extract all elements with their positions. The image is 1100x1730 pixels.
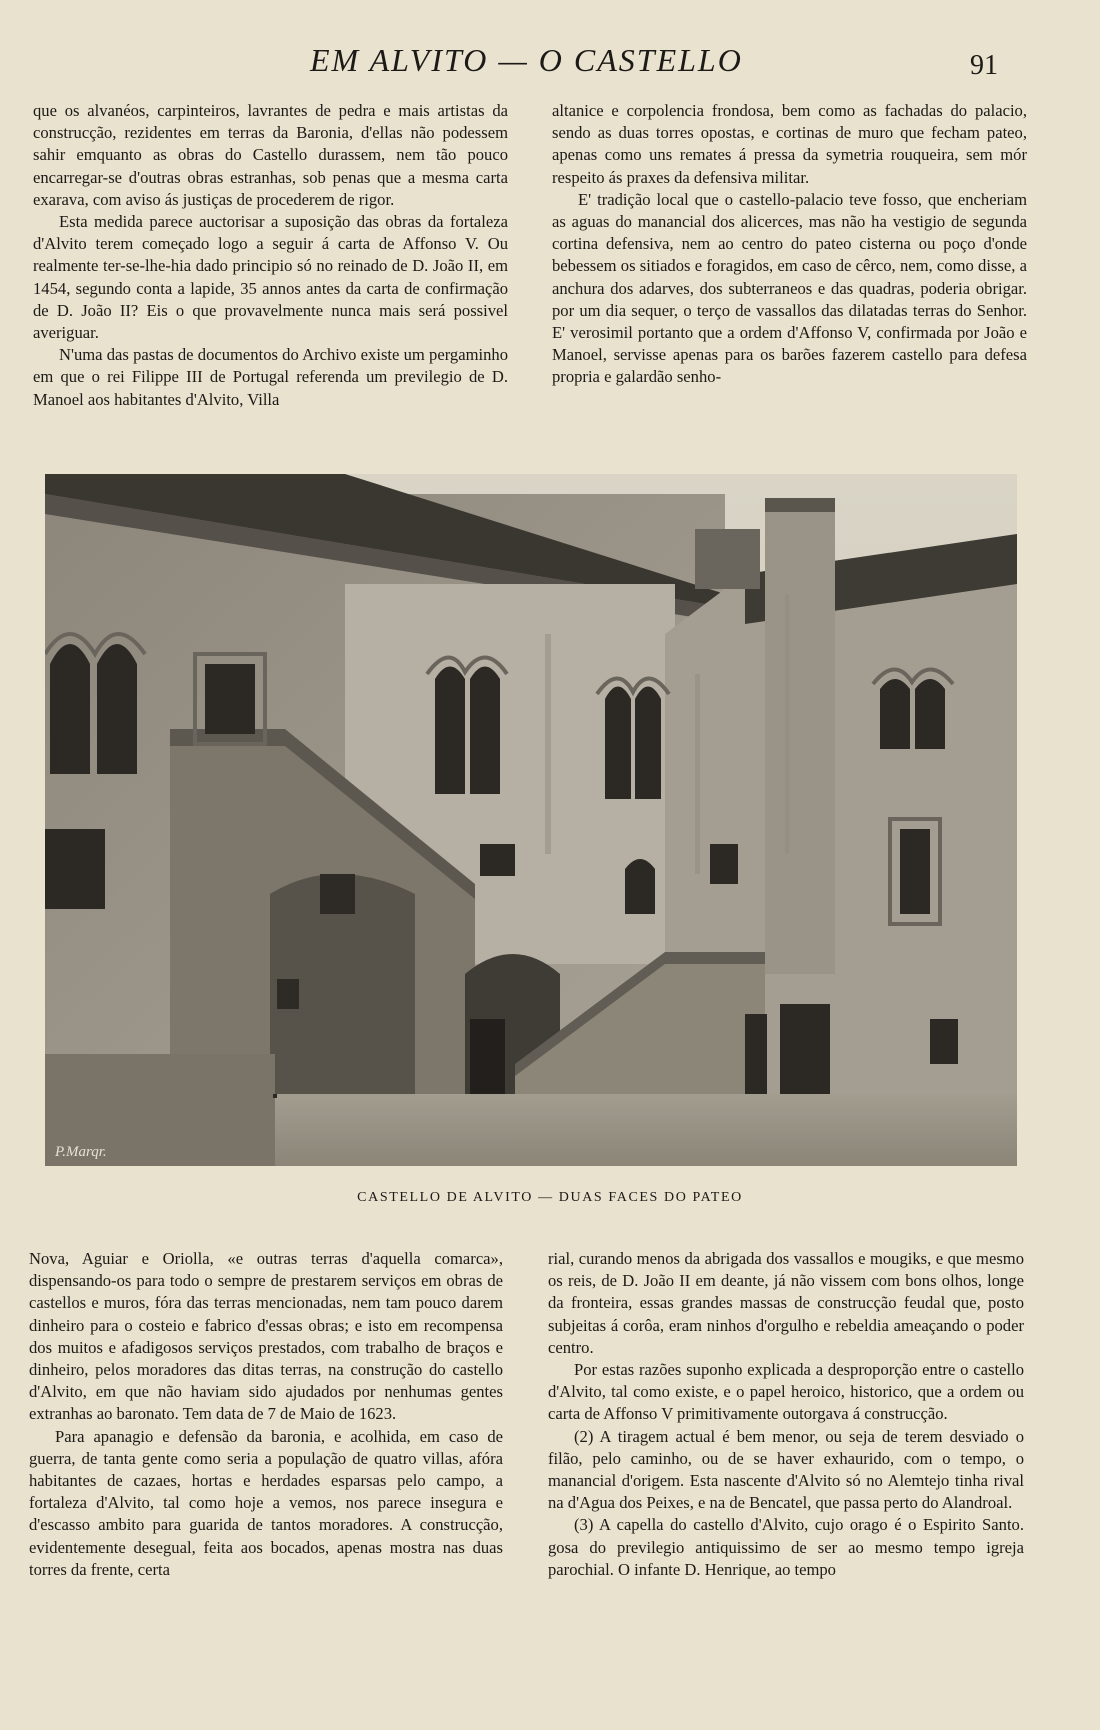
figure-caption: CASTELLO DE ALVITO — DUAS FACES DO PATEO (357, 1190, 743, 1205)
paragraph: Esta medida parece auctorisar a suposição das obras da fortaleza d'Alvito terem começado logo a seguir á carta de Affonso V. Ou realmente ter-se-lhe-hia dado principio só no reinado de D. João II, em 1454, segundo conta a lapide, 35 annos antes da carta de confirmação de D. João II? Eis o que provavelmente nunca mais será possivel averiguar. (33, 212, 508, 343)
paragraph: Nova, Aguiar e Oriolla, «e outras terras d'aquella comarca», dispensando-os para todo o sempre de prestarem serviços em obras de castellos e muros, fóra das terras mencionadas, nem tam pouco darem dinheiro para o costeio e fabrico d'essas obras; e isto em recompensa dos muitos e afadigosos serviços prestados, com trabalho de braços e dinheiro, pelos moradores das ditas terras, na construção do castello d'Alvito, em que não haviam sido ajudados por nenhumas gentes extranhas ao baronato. Tem data de 7 de Maio de 1623. (29, 1249, 503, 1424)
photographer-signature: P.Marqr. (55, 1144, 107, 1160)
paragraph: que os alvanéos, carpinteiros, lavrantes de pedra e mais artistas da construcção, rezidentes em terras da Baronia, d'ellas não podessem sahir emquanto as obras do Castello durassem, nem tão pouco encarregar-se d'outras obras estranhas, sob penas que a mesma carta exarava, com aviso ás justiças de procederem de rigor. (33, 101, 508, 209)
paragraph: Por estas razões suponho explicada a desproporção entre o castello d'Alvito, tal como existe, e o papel heroico, historico, que a ordem ou carta de Affonso V primitivamente outorgava á construcção. (548, 1360, 1024, 1424)
running-title: EM ALVITO — O CASTELLO (310, 42, 743, 78)
castle-courtyard-photo (45, 474, 1017, 1166)
bottom-right-column (548, 1248, 1024, 1581)
paragraph: E' tradição local que o castello-palacio teve fosso, que encheriam as aguas do manancial dos alicerces, mas não ha vestigio de segunda cortina defensiva, nem ao centro do pateo cisterna ou poço d'onde bebessem os sitiados e foragidos, em caso de cêrco, nem, como disse, a anchura dos adarves, dos subterraneos e das quadras, poderia obrigar. por um dia sequer, o terço de vassallos das dilatadas terras do Senhor. E' verosimil portanto que a ordem d'Affonso V, confirmada por João e Manoel, servisse apenas para os barões fazerem castello para defesa propria e galardão senho- (552, 189, 1027, 387)
footnote: (3) A capella do castello d'Alvito, cujo orago é o Espirito Santo. gosa do previlegio antiquissimo de ser ao mesmo tempo igreja parochial. O infante D. Henrique, ao tempo (548, 1515, 1024, 1579)
paragraph: N'uma das pastas de documentos do Archivo existe um pergaminho em que o rei Filippe III de Portugal referenda um previlegio de D. Manoel aos habitantes d'Alvito, Villa (33, 345, 508, 409)
paragraph: rial, curando menos da abrigada dos vassallos e mougiks, e que mesmo os reis, de D. João II em deante, já não vissem com bons olhos, longe da fronteira, essas grandes massas de construcção feudal que, posto subjeitas á corôa, eram ninhos d'orgulho e rebeldia ameaçando o poder centro. (548, 1249, 1024, 1357)
paragraph: Para apanagio e defensão da baronia, e acolhida, em caso de guerra, de tanta gente como seria a população de quatro villas, afóra habitantes de cazaes, hortas e herdades esparsas pelo campo, a fortaleza d'Alvito, tal como hoje a vemos, nos parece insegura e d'escasso ambito para guarida de tantos moradores. A construcção, evidentemente desegual, feita aos bocados, apenas mostra nas duas torres da frente, certa (29, 1426, 503, 1579)
page-number: 91 (970, 50, 998, 81)
paragraph: altanice e corpolencia frondosa, bem como as fachadas do palacio, sendo as duas torres opostas, e cortinas de muro que fecham pateo, apenas como uns remates á pressa da symetria rouqueira, sem mór respeito ás praxes da defensiva militar. (552, 101, 1027, 187)
top-right-column (552, 100, 1027, 389)
footnote: (2) A tiragem actual é bem menor, ou seja de terem desviado o filão, pelo caminho, ou de se haver exhaurido, com o tempo, o manancial d'origem. Esta nascente d'Alvito só no Alemtejo tinha rival na d'Agua dos Peixes, e na de Bencatel, que passa perto do Alandroal. (548, 1426, 1024, 1513)
bottom-left-column (29, 1248, 503, 1581)
top-left-column (33, 100, 508, 411)
